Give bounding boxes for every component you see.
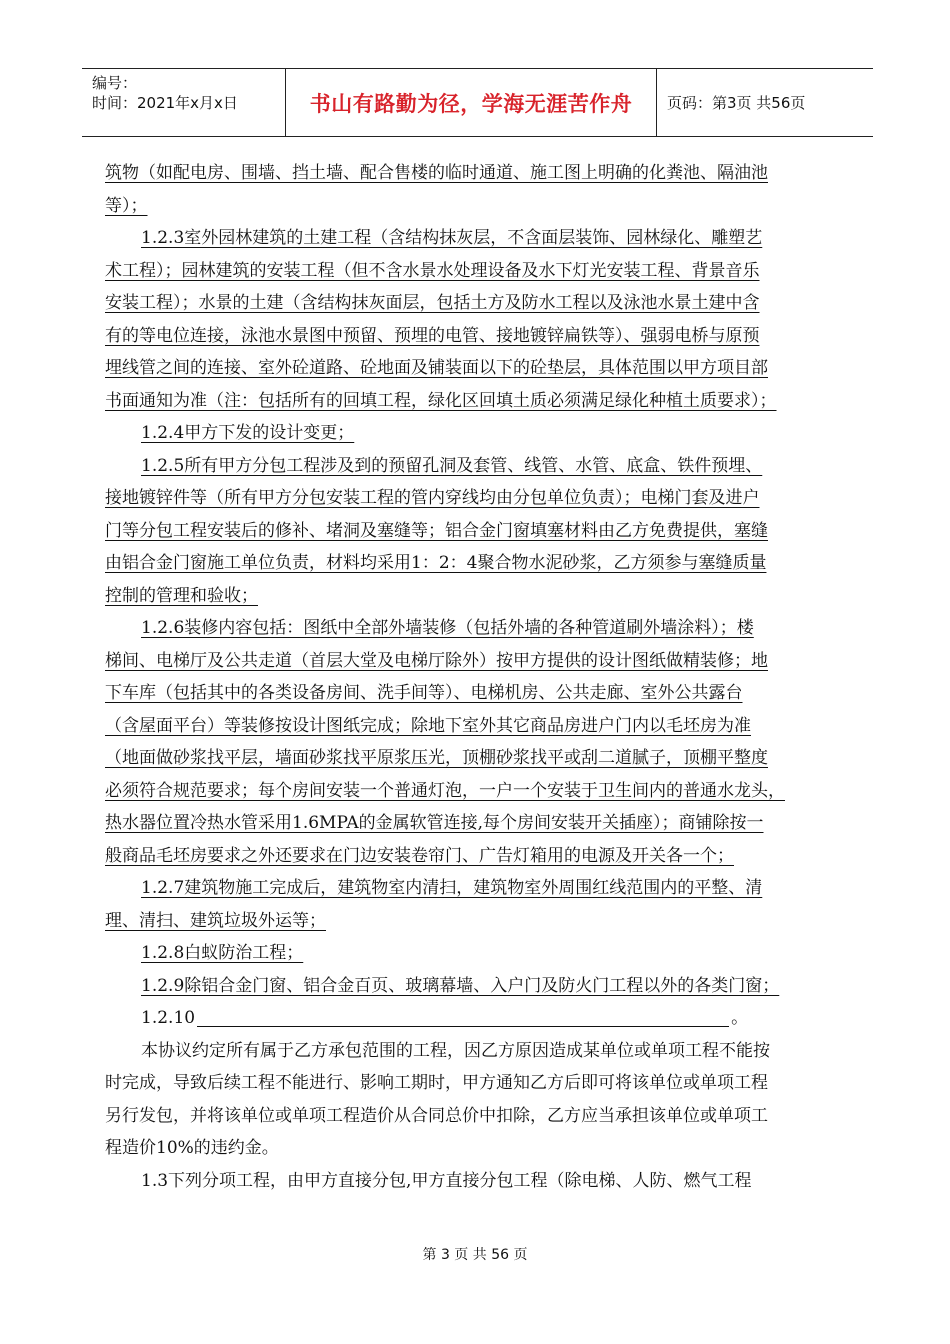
clause-1-2-6-line: 热水器位置冷热水管采用1.6MPA的金属软管连接,每个房间安装开关插座）；商铺除按一 [105, 813, 764, 833]
clause-1-2-10-number: 1.2.10 [141, 1008, 196, 1028]
clause-1-2-3-line: 有的等电位连接，泳池水景图中预留、预埋的电管、接地镀锌扁铁等）、强弱电桥与原预 [105, 325, 760, 346]
document-body [105, 157, 875, 1197]
page-footer: 第 3 页 共 56 页 [422, 1247, 528, 1263]
clause-1-2-4: 1.2.4甲方下发的设计变更； [141, 423, 355, 443]
clause-1-2-3-line: 术工程）；园林建筑的安装工程（但不含水景水处理设备及水下灯光安装工程、背景音乐 [105, 260, 760, 281]
clause-1-2-6-line: 下车库（包括其中的各类设备房间、洗手间等）、电梯机房、公共走廊、室外公共露台 [105, 683, 743, 703]
clause-1-2-5-line: 控制的管理和验收； [105, 585, 258, 606]
header-motto: 书山有路勤为径，学海无涯苦作舟 [285, 69, 657, 136]
document-header [82, 68, 873, 137]
clause-1-2-5-line: 1.2.5所有甲方分包工程涉及到的预留孔洞及套管、线管、水管、底盒、铁件预埋、 [141, 455, 763, 476]
clause-1-2-6-line: （地面做砂浆找平层，墙面砂浆找平原浆压光，顶棚砂浆找平或刮二道腻子，顶棚平整度 [105, 748, 768, 768]
clause-1-2-3-line: 书面通知为准（注：包括所有的回填工程，绿化区回填土质必须满足绿化种植土质要求）； [105, 390, 777, 411]
header-page-number: 页码：第3页 共56页 [667, 94, 806, 112]
clause-1-2-5-line: 接地镀锌件等（所有甲方分包安装工程的管内穿线均由分包单位负责）；电梯门套及进户 [105, 488, 760, 508]
clause-1-2-3-line: 埋线管之间的连接、室外砼道路、砼地面及铺装面以下的砼垫层，具体范围以甲方项目部 [105, 358, 768, 378]
clause-1-2-7-line: 1.2.7建筑物施工完成后，建筑物室内清扫，建筑物室外周围红线范围内的平整、清 [141, 878, 763, 898]
document-date: 时间：2021年x月x日 [92, 94, 238, 112]
text-line: 等）； [105, 195, 148, 216]
clause-1-2-10-end: 。 [731, 1008, 749, 1028]
clause-1-2-6-line: 梯间、电梯厅及公共走道（首层大堂及电梯厅除外）按甲方提供的设计图纸做精装修；地 [105, 650, 768, 671]
clause-1-2-8: 1.2.8白蚁防治工程； [141, 943, 304, 963]
clause-1-2-10 [105, 1002, 875, 1035]
clause-1-2-7-line: 理、清扫、建筑垃圾外运等； [105, 910, 326, 931]
clause-1-2-5-line: 由铝合金门窗施工单位负责，材料均采用1：2：4聚合物水泥砂浆，乙方须参与塞缝质量 [105, 553, 767, 573]
header-meta [82, 69, 285, 136]
fill-in-blank [197, 1004, 729, 1027]
agreement-line: 另行发包，并将该单位或单项工程造价从合同总价中扣除，乙方应当承担该单位或单项工 [105, 1105, 768, 1126]
clause-1-2-9: 1.2.9除铝合金门窗、铝合金百页、玻璃幕墙、入户门及防火门工程以外的各类门窗； [141, 975, 780, 996]
clause-1-2-6-line: （含屋面平台）等装修按设计图纸完成；除地下室外其它商品房进户门内以毛坯房为准 [105, 715, 751, 736]
clause-1-2-3-line: 1.2.3室外园林建筑的土建工程（含结构抹灰层，不含面层装饰、园林绿化、雕塑艺 [141, 228, 763, 248]
clause-1-2-6-line: 1.2.6装修内容包括：图纸中全部外墙装修（包括外墙的各种管道刷外墙涂料）；楼 [141, 618, 754, 638]
clause-1-2-5-line: 门等分包工程安装后的修补、堵洞及塞缝等；铝合金门窗填塞材料由乙方免费提供，塞缝 [105, 520, 768, 541]
clause-1-3: 1.3下列分项工程，由甲方直接分包,甲方直接分包工程（除电梯、人防、燃气工程 [141, 1170, 752, 1191]
agreement-line: 时完成，导致后续工程不能进行、影响工期时，甲方通知乙方后即可将该单位或单项工程 [105, 1073, 768, 1093]
agreement-line: 程造价10%的违约金。 [105, 1138, 279, 1158]
document-number-label: 编号： [92, 74, 138, 92]
clause-1-2-3-line: 安装工程）；水景的土建（含结构抹灰面层，包括土方及防水工程以及泳池水景土建中含 [105, 293, 760, 313]
clause-1-2-6-line: 般商品毛坯房要求之外还要求在门边安装卷帘门、广告灯箱用的电源及开关各一个； [105, 845, 734, 866]
agreement-line: 本协议约定所有属于乙方承包范围的工程，因乙方原因造成某单位或单项工程不能按 [141, 1040, 770, 1061]
text-line: 筑物（如配电房、围墙、挡土墙、配合售楼的临时通道、施工图上明确的化粪池、隔油池 [105, 163, 768, 183]
clause-1-2-6-line: 必须符合规范要求；每个房间安装一个普通灯泡，一户一个安装于卫生间内的普通水龙头， [105, 780, 785, 801]
